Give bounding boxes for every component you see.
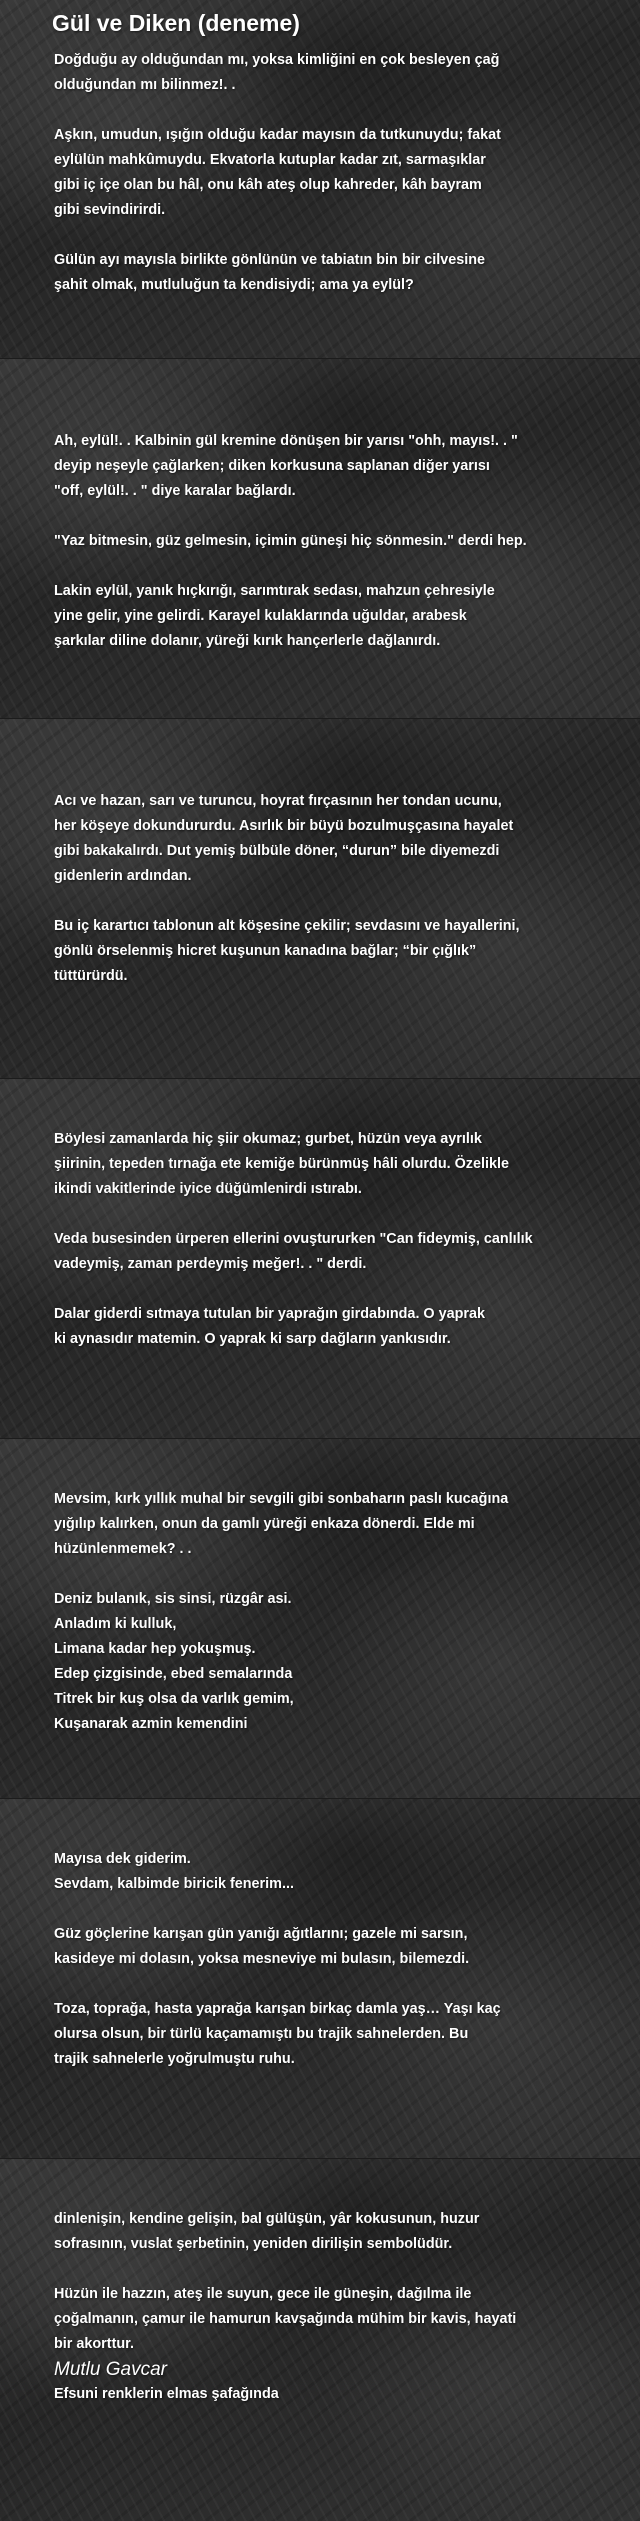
paragraph: Acı ve hazan, sarı ve turuncu, hoyrat fırçasının her tondan ucunu, her köşeye dokundururdu. Asırlık bir büyü bozulmuşçasına hayalet gibi bakakalırdı. Dut yemiş bülbüle döner, “durun” bile diyemezdi gidenlerin ardından. [54, 793, 514, 884]
paragraph: Aşkın, umudun, ışığın olduğu kadar mayısın da tutkunuydu; fakat eylülün mahkûmuydu. Ekvatorla kutuplar kadar zıt, sarmaşıklar gibi iç içe olan bu hâl, onu kâh ateş olup kahreder, kâh bayram gibi sevindirirdi. [54, 127, 501, 218]
paragraph: Doğduğu ay olduğundan mı, yoksa kimliğini en çok besleyen çağ olduğundan mı bilinmez!. . [54, 52, 500, 93]
paragraph: "Yaz bitmesin, güz gelmesin, içimin güneşi hiç sönmesin." derdi hep. [54, 533, 527, 549]
poem-panel-5 [0, 1438, 640, 1799]
panel-text [54, 1487, 600, 1737]
paragraph: Dalar giderdi sıtmaya tutulan bir yaprağın girdabında. O yaprak ki aynasıdır matemin. O yaprak ki sarp dağların yankısıdır. [54, 1306, 486, 1347]
paragraph: Mayısa dek giderim. Sevdam, kalbimde biricik fenerim... [54, 1851, 294, 1892]
paragraph: Lakin eylül, yanık hıçkırığı, sarımtırak sedası, mahzun çehresiyle yine gelir, yine gelirdi. Karayel kulaklarında uğuldar, arabesk şarkılar diline dolanır, yüreği kırık hançerlerle dağlanırdı. [54, 583, 495, 649]
paragraph: Toza, toprağa, hasta yaprağa karışan birkaç damla yaş… Yaşı kaç olursa olsun, bir türlü kaçamamıştı bu trajik sahnelerden. Bu trajik sahnelerle yoğrulmuştu ruhu. [54, 2001, 501, 2067]
poem-panel-2 [0, 358, 640, 719]
paragraph: Hüzün ile hazzın, ateş ile suyun, gece ile güneşin, dağılma ile çoğalmanın, çamur ile hamurun kavşağında mühim bir kavis, hayati bir akorttur. [54, 2286, 517, 2352]
poem-panel-6 [0, 1798, 640, 2159]
paragraph: Ah, eylül!. . Kalbinin gül kremine dönüşen bir yarısı "ohh, mayıs!. . " deyip neşeyle çağlarken; diken korkusuna saplanan diğer yarısı "off, eylül!. . " diye karalar bağlardı. [54, 433, 518, 499]
panel-text [54, 48, 600, 298]
poem-title: Gül ve Diken (deneme) [52, 10, 300, 36]
paragraph: dinlenişin, kendine gelişin, bal gülüşün, yâr kokusunun, huzur sofrasının, vuslat şerbetinin, yeniden dirilişin sembolüdür. [54, 2211, 480, 2252]
paragraph: Böylesi zamanlarda hiç şiir okumaz; gurbet, hüzün veya ayrılık şiirinin, tepeden tırnağa ete kemiğe bürünmüş hâli olurdu. Özelikle ikindi vakitlerinde iyice düğümlenirdi ıstırabı. [54, 1131, 509, 1197]
poem-panel-4 [0, 1078, 640, 1439]
paragraph: Veda busesinden ürperen ellerini ovuştururken "Can fideymiş, canlılık vadeymiş, zaman perdeymiş meğer!. . " derdi. [54, 1231, 533, 1272]
paragraph: Güz göçlerine karışan gün yanığı ağıtlarını; gazele mi sarsın, kasideye mi dolasın, yoksa mesneviye mi bulasın, bilemezdi. [54, 1926, 470, 1967]
paragraph: Deniz bulanık, sis sinsi, rüzgâr asi. Anladım ki kulluk, Limana kadar hep yokuşmuş. Edep çizgisinde, ebed semalarında Titrek bir kuş olsa da varlık gemim, Kuşanarak azmin kemendini [54, 1591, 294, 1732]
author-name: Mutlu Gavcar [54, 2359, 167, 2380]
panel-text [54, 789, 600, 989]
panel-text [54, 429, 600, 654]
paragraph: Bu iç karartıcı tablonun alt köşesine çekilir; sevdasını ve hayallerini, gönlü örselenmiş hicret kuşunun kanadına bağlar; “bir çığlık” tüttürürdü. [54, 918, 520, 984]
panel-text [54, 1847, 600, 2072]
paragraph: Mevsim, kırk yıllık muhal bir sevgili gibi sonbaharın paslı kucağına yığılıp kalırken, onun da gamlı yüreği enkaza dönerdi. Elde mi hüzünlenmemek? . . [54, 1491, 509, 1557]
poem-panel-3 [0, 718, 640, 1079]
panel-text [54, 1127, 600, 1352]
paragraph: Efsuni renklerin elmas şafağında [54, 2386, 279, 2402]
poem-panel-1 [0, 0, 640, 358]
paragraph: Gülün ayı mayısla birlikte gönlünün ve tabiatın bin bir cilvesine şahit olmak, mutluluğun ta kendisiydi; ama ya eylül? [54, 252, 486, 293]
poem-panel-7 [0, 2158, 640, 2521]
